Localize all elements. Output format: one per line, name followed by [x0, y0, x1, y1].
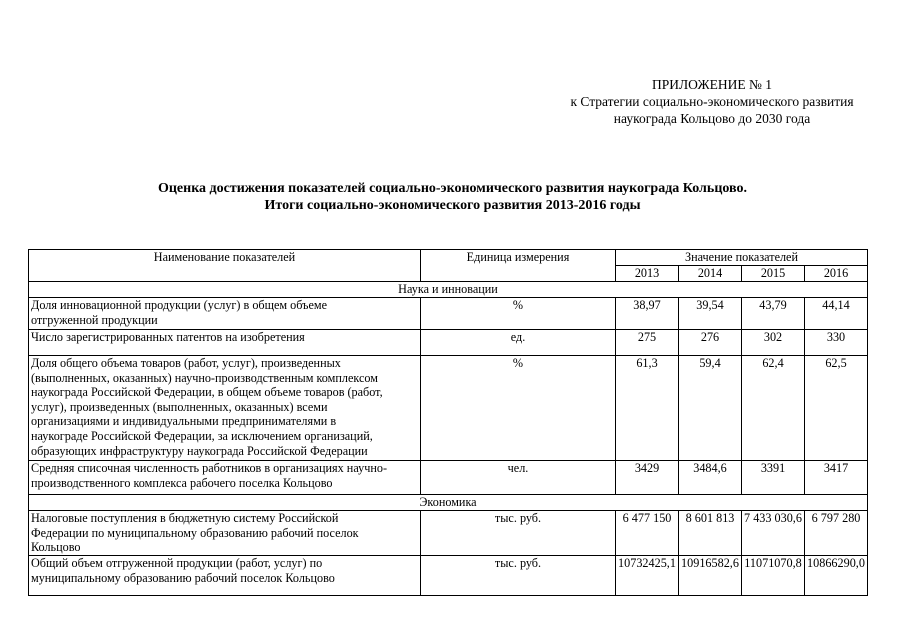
indicator-name-line: наукограде Российской Федерации, за исключением организаций, — [31, 428, 373, 443]
indicator-value: 302 — [742, 330, 805, 356]
document-title — [0, 180, 905, 214]
indicators-table — [28, 249, 868, 596]
indicator-name-line: Кольцово — [31, 540, 81, 555]
header-name: Наименование показателей — [29, 250, 421, 282]
table-row — [29, 556, 868, 596]
indicator-value: 330 — [805, 330, 868, 356]
indicator-value: 3429 — [616, 461, 679, 495]
indicator-value: 10916582,6 — [679, 556, 742, 596]
indicator-unit: ед. — [421, 330, 616, 356]
indicator-name-line: Число зарегистрированных патентов на изобретения — [31, 330, 305, 344]
title-line-1: Оценка достижения показателей социально-экономического развития наукограда Кольцово. — [157, 181, 748, 196]
header-year: 2016 — [805, 266, 868, 282]
indicator-value: 59,4 — [679, 356, 742, 461]
indicator-value: 61,3 — [616, 356, 679, 461]
indicator-value: 62,5 — [805, 356, 868, 461]
indicator-name — [29, 356, 421, 461]
indicator-name-line: Налоговые поступления в бюджетную систему Российской — [31, 511, 339, 525]
indicator-name — [29, 461, 421, 495]
indicator-unit: % — [421, 356, 616, 461]
indicators-body — [29, 282, 868, 596]
indicator-value: 276 — [679, 330, 742, 356]
indicator-name-line: образующих инфраструктуру наукограда Российской Федерации — [31, 443, 368, 458]
indicator-value: 10866290,0 — [805, 556, 868, 596]
indicator-name-line: Федерации по муниципальному образованию рабочий поселок — [31, 525, 359, 540]
indicator-value: 6 477 150 — [616, 511, 679, 556]
indicator-name-line: (выполненных, оказанных) научно-производственным комплексом — [31, 370, 378, 385]
indicator-name-line: Доля общего объема товаров (работ, услуг), произведенных — [31, 356, 341, 370]
table-row — [29, 511, 868, 556]
indicator-value: 62,4 — [742, 356, 805, 461]
indicator-name-line: муниципальному образованию рабочий поселок Кольцово — [31, 570, 335, 585]
indicator-unit: чел. — [421, 461, 616, 495]
indicator-name — [29, 298, 421, 330]
appendix-line-3: наукограда Кольцово до 2030 года — [613, 111, 811, 126]
indicator-value: 3391 — [742, 461, 805, 495]
indicator-name — [29, 556, 421, 596]
table-row — [29, 298, 868, 330]
indicator-name — [29, 330, 421, 356]
indicator-name-line: Доля инновационной продукции (услуг) в общем объеме — [31, 298, 327, 312]
section-header: Наука и инновации — [29, 282, 868, 298]
indicator-name-line: наукограда Российской Федерации, в общем объеме товаров (работ, — [31, 385, 383, 400]
indicator-value: 44,14 — [805, 298, 868, 330]
table-row — [29, 356, 868, 461]
table-row — [29, 461, 868, 495]
indicator-value: 11071070,8 — [742, 556, 805, 596]
indicator-name-line: Общий объем отгруженной продукции (работ, услуг) по — [31, 556, 323, 570]
header-year: 2015 — [742, 266, 805, 282]
header-year: 2014 — [679, 266, 742, 282]
indicator-value: 6 797 280 — [805, 511, 868, 556]
indicator-value: 275 — [616, 330, 679, 356]
indicator-value: 38,97 — [616, 298, 679, 330]
indicator-value: 3417 — [805, 461, 868, 495]
section-header: Экономика — [29, 495, 868, 511]
indicator-name — [29, 511, 421, 556]
appendix-header — [547, 76, 877, 127]
appendix-line-1: ПРИЛОЖЕНИЕ № 1 — [651, 77, 773, 92]
indicator-value: 3484,6 — [679, 461, 742, 495]
indicator-value: 10732425,1 — [616, 556, 679, 596]
table-row — [29, 330, 868, 356]
header-unit: Единица измерения — [421, 250, 616, 282]
indicator-name-line: Средняя списочная численность работников в организациях научно- — [31, 461, 388, 475]
indicator-value: 8 601 813 — [679, 511, 742, 556]
indicator-unit: тыс. руб. — [421, 556, 616, 596]
indicator-value: 7 433 030,6 — [742, 511, 805, 556]
indicator-unit: тыс. руб. — [421, 511, 616, 556]
header-values: Значение показателей — [616, 250, 868, 266]
indicator-name-line: услуг), произведенных (выполненных, оказанных) всеми — [31, 399, 328, 414]
indicator-value: 43,79 — [742, 298, 805, 330]
indicator-name-line: организациями и индивидуальными предпринимателями в — [31, 414, 337, 429]
indicator-name-line: отгруженной продукции — [31, 312, 158, 327]
title-line-2: Итоги социально-экономического развития 2013-2016 годы — [264, 198, 641, 213]
appendix-line-2: к Стратегии социально-экономического развития — [570, 94, 854, 109]
indicator-unit: % — [421, 298, 616, 330]
indicator-value: 39,54 — [679, 298, 742, 330]
indicator-name-line: производственного комплекса рабочего поселка Кольцово — [31, 475, 333, 490]
header-year: 2013 — [616, 266, 679, 282]
